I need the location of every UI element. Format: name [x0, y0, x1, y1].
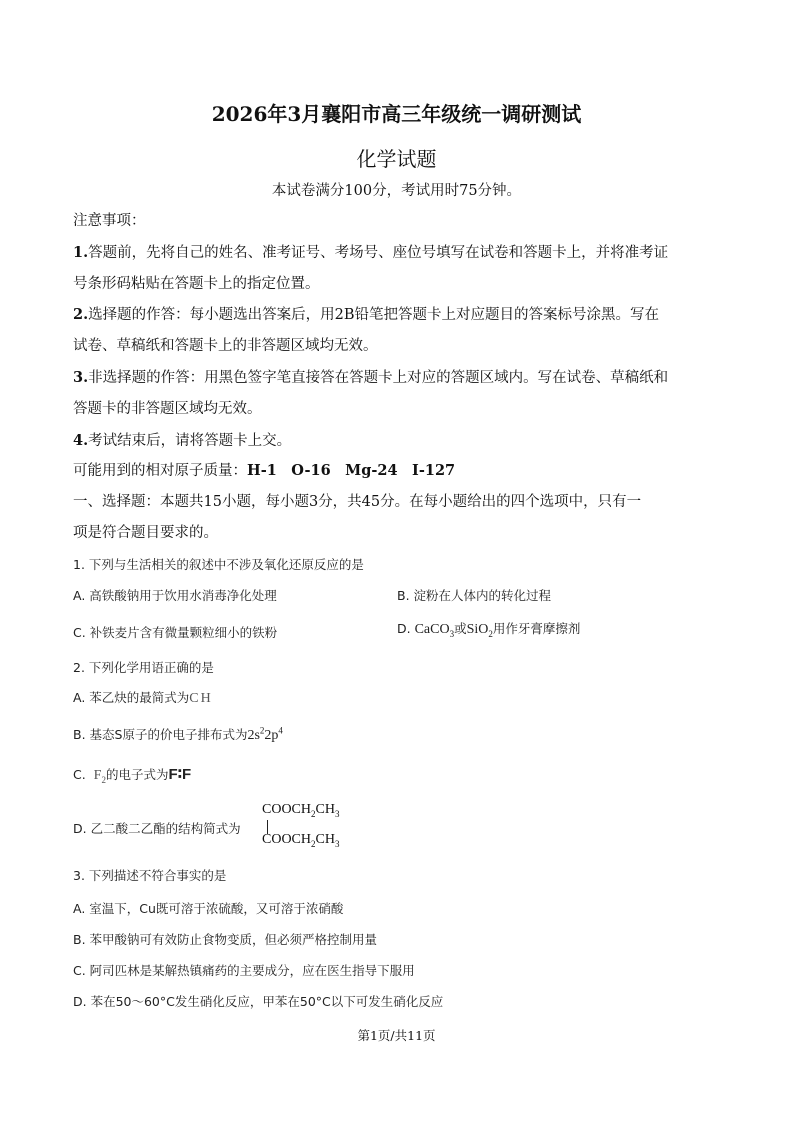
q3-option-b: B. 苯甲酸钠可有效防止食物变质，但必须严格控制用量 — [73, 932, 378, 947]
notice-item-2: 2.选择题的作答：每小题选出答案后，用2B铅笔把答题卡上对应题目的答案标号涂黑。写在 — [73, 306, 660, 323]
q2-d-structure-bottom: $COOCH_2CH_3$ — [262, 832, 340, 849]
notice-item-3-cont: 答题卡的非答题区域均无效。 — [73, 401, 262, 417]
question-2-stem: 2. 下列化学用语正确的是 — [73, 660, 214, 675]
page-footer: 第1页/共11页 — [357, 1028, 436, 1043]
question-1-stem: 1. 下列与生活相关的叙述中不涉及氧化还原反应的是 — [73, 557, 364, 572]
q2-option-a: A. 苯乙炔的最简式为CH — [73, 690, 213, 706]
q3-option-d: D. 苯在50～60°C发生硝化反应，甲苯在50°C以下可发生硝化反应 — [73, 994, 444, 1009]
q1-option-a: A. 高铁酸钠用于饮用水消毒净化处理 — [73, 588, 277, 603]
notice-item-2-cont: 试卷、草稿纸和答题卡上的非答题区域均无效。 — [73, 338, 378, 354]
q2-option-b: B. 基态S原子的价电子排布式为$2s^22p^4$ — [73, 725, 283, 743]
question-3-stem: 3. 下列描述不符合事实的是 — [73, 868, 227, 883]
atomic-mass-line: 可能用到的相对原子质量：H-1 O-16 Mg-24 I-127 — [73, 462, 456, 479]
q2-option-d: D. 乙二酸二乙酯的结构简式为 — [73, 821, 241, 836]
q2-d-structure-top: $COOCH_2CH_3$ — [262, 802, 340, 819]
notice-item-1: 1.答题前，先将自己的姓名、准考证号、考场号、座位号填写在试卷和答题卡上，并将准考证 — [73, 244, 669, 261]
q1-option-c: C. 补铁麦片含有微量颗粒细小的铁粉 — [73, 625, 278, 640]
q2-option-c: C. $F_2$的电子式为F∶F — [73, 766, 192, 785]
subject-title: 化学试题 — [356, 147, 437, 171]
q1-option-d: D. CaCO$_3$或SiO$_2$用作牙膏摩擦剂 — [397, 621, 581, 639]
exam-info: 本试卷满分100分，考试用时75分钟。 — [271, 183, 522, 199]
section-heading: 一、选择题：本题共15小题，每小题3分，共45分。在每小题给出的四个选项中，只有一 — [73, 494, 642, 510]
q3-option-a: A. 室温下，Cu既可溶于浓硫酸，又可溶于浓硝酸 — [73, 901, 344, 916]
notice-item-3: 3.非选择题的作答：用黑色签字笔直接答在答题卡上对应的答题区域内。写在试卷、草稿纸和 — [73, 369, 669, 386]
notice-heading: 注意事项： — [73, 213, 146, 229]
notice-item-1-cont: 号条形码粘贴在答题卡上的指定位置。 — [73, 276, 320, 292]
section-heading-cont: 项是符合题目要求的。 — [73, 525, 218, 541]
notice-item-4: 4.考试结束后，请将答题卡上交。 — [73, 432, 292, 449]
q1-option-b: B. 淀粉在人体内的转化过程 — [397, 588, 552, 603]
exam-title: 2026年3月襄阳市高三年级统一调研测试 — [211, 102, 582, 126]
q3-option-c: C. 阿司匹林是某解热镇痛药的主要成分，应在医生指导下服用 — [73, 963, 415, 978]
